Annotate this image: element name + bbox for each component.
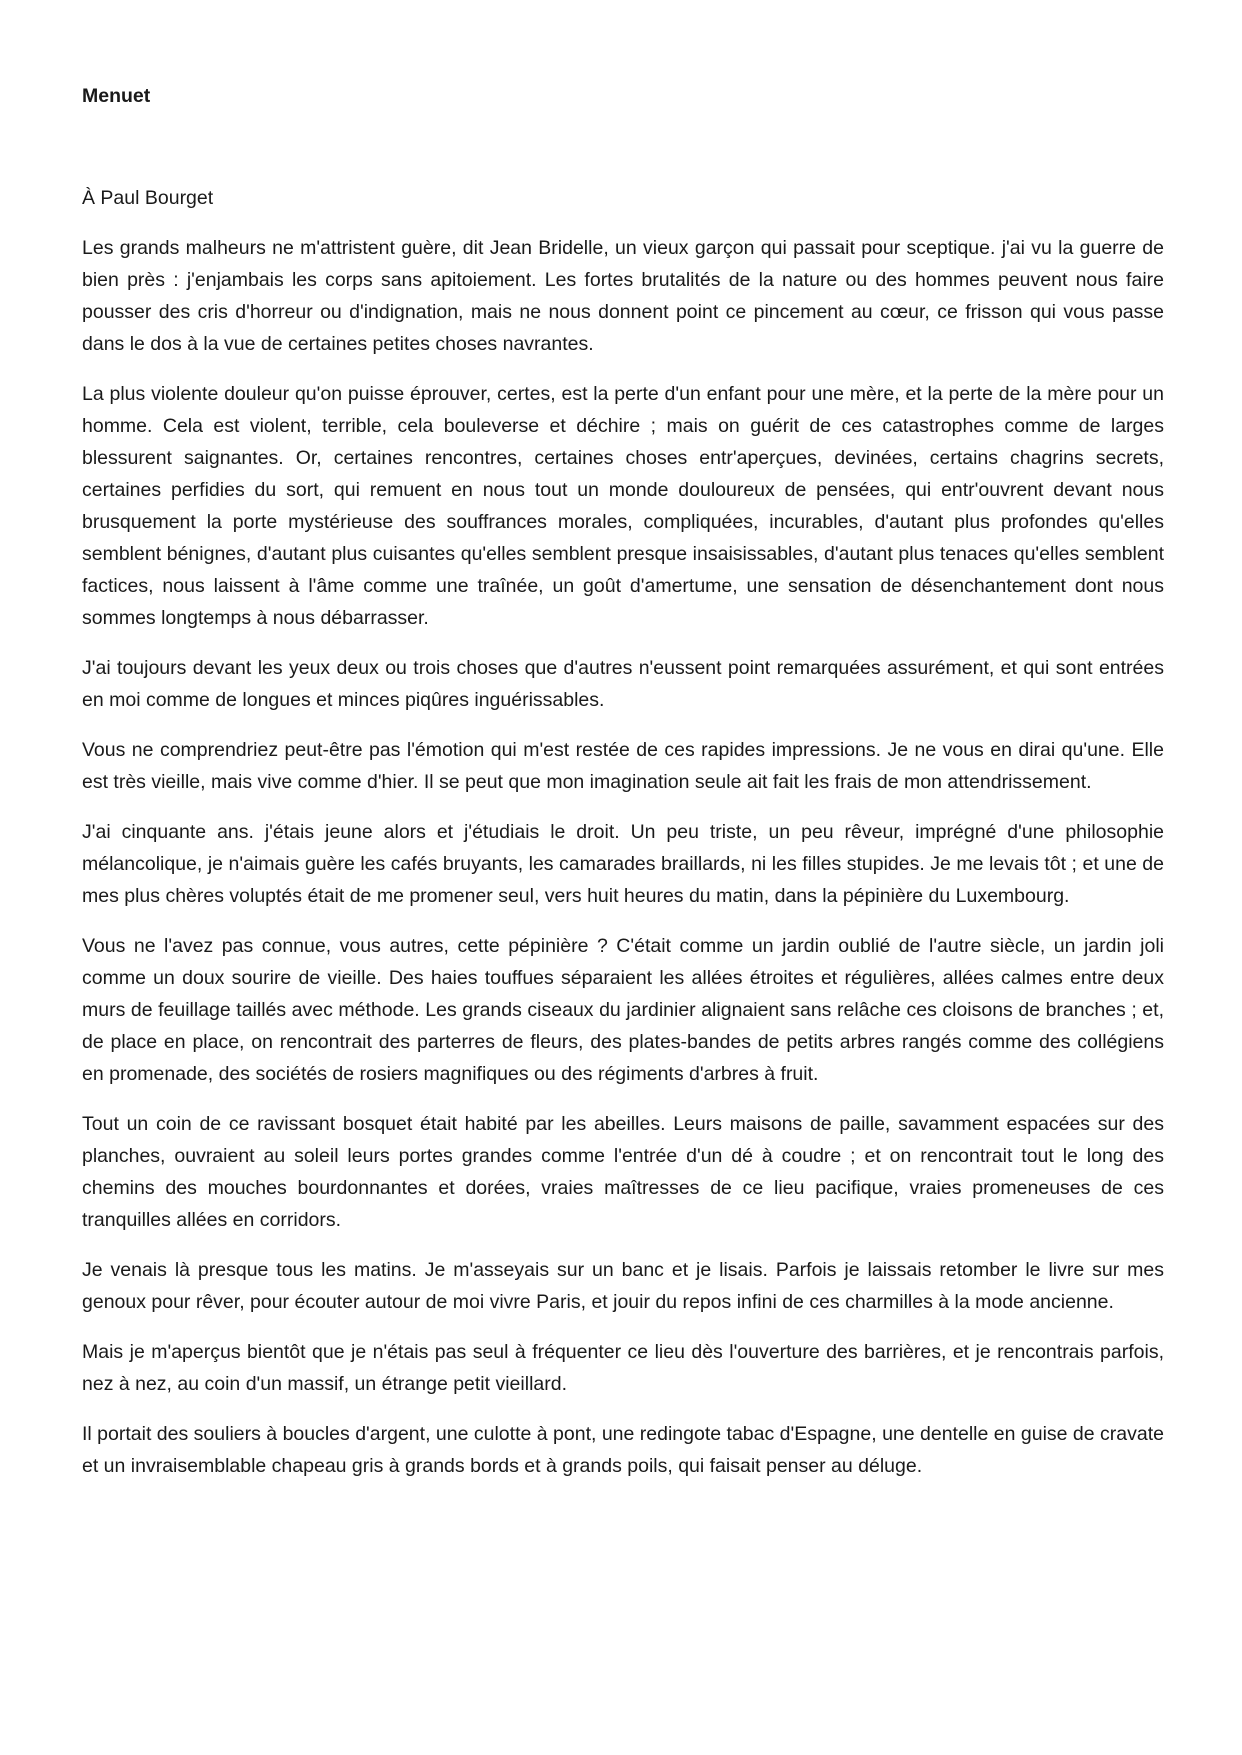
paragraph: Vous ne comprendriez peut-être pas l'émotion qui m'est restée de ces rapides impressions. Je ne vous en dirai qu'une. Elle est très vieille, mais vive comme d'hier. Il se peut que mon imagination seule ait fait les frais de mon attendrissement. bbox=[82, 739, 1164, 793]
document-title: Menuet bbox=[82, 85, 151, 107]
paragraph: La plus violente douleur qu'on puisse éprouver, certes, est la perte d'un enfant pour une mère, et la perte de la mère pour un homme. Cela est violent, terrible, cela bouleverse et déchire ; mais on guérit de ces catastrophes comme de larges blessurent saignantes. Or, certaines rencontres, certaines choses entr'aperçues, devinées, certains chagrins secrets, certaines perfidies du sort, qui remuent en nous tout un monde douloureux de pensées, qui entr'ouvrent devant nous brusquement la porte mystérieuse des souffrances morales, compliquées, incurables, d'autant plus profondes qu'elles semblent bénignes, d'autant plus cuisantes qu'elles semblent presque insaisissables, d'autant plus tenaces qu'elles semblent factices, nous laissent à l'âme comme une traînée, un goût d'amertume, une sensation de désenchantement dont nous sommes longtemps à nous débarrasser. bbox=[82, 383, 1164, 629]
dedication: À Paul Bourget bbox=[82, 187, 214, 209]
paragraph: J'ai toujours devant les yeux deux ou trois choses que d'autres n'eussent point remarquées assurément, et qui sont entrées en moi comme de longues et minces piqûres inguérissables. bbox=[82, 657, 1164, 711]
document-page bbox=[82, 80, 1164, 1482]
paragraph: Mais je m'aperçus bientôt que je n'étais pas seul à fréquenter ce lieu dès l'ouverture des barrières, et je rencontrais parfois, nez à nez, au coin d'un massif, un étrange petit vieillard. bbox=[82, 1341, 1164, 1395]
paragraph: Tout un coin de ce ravissant bosquet était habité par les abeilles. Leurs maisons de paille, savamment espacées sur des planches, ouvraient au soleil leurs portes grandes comme l'entrée d'un dé à coudre ; et on rencontrait tout le long des chemins des mouches bourdonnantes et dorées, vraies maîtresses de ce lieu pacifique, vraies promeneuses de ces tranquilles allées en corridors. bbox=[82, 1113, 1164, 1231]
paragraph: Je venais là presque tous les matins. Je m'asseyais sur un banc et je lisais. Parfois je laissais retomber le livre sur mes genoux pour rêver, pour écouter autour de moi vivre Paris, et jouir du repos infini de ces charmilles à la mode ancienne. bbox=[82, 1259, 1164, 1313]
paragraph: J'ai cinquante ans. j'étais jeune alors et j'étudiais le droit. Un peu triste, un peu rêveur, imprégné d'une philosophie mélancolique, je n'aimais guère les cafés bruyants, les camarades braillards, ni les filles stupides. Je me levais tôt ; et une de mes plus chères voluptés était de me promener seul, vers huit heures du matin, dans la pépinière du Luxembourg. bbox=[82, 821, 1164, 907]
paragraph: Vous ne l'avez pas connue, vous autres, cette pépinière ? C'était comme un jardin oublié de l'autre siècle, un jardin joli comme un doux sourire de vieille. Des haies touffues séparaient les allées étroites et régulières, allées calmes entre deux murs de feuillage taillés avec méthode. Les grands ciseaux du jardinier alignaient sans relâche ces cloisons de branches ; et, de place en place, on rencontrait des parterres de fleurs, des plates-bandes de petits arbres rangés comme des collégiens en promenade, des sociétés de rosiers magnifiques ou des régiments d'arbres à fruit. bbox=[82, 935, 1164, 1085]
paragraph: Il portait des souliers à boucles d'argent, une culotte à pont, une redingote tabac d'Espagne, une dentelle en guise de cravate et un invraisemblable chapeau gris à grands bords et à grands poils, qui faisait penser au déluge. bbox=[82, 1423, 1164, 1477]
paragraph: Les grands malheurs ne m'attristent guère, dit Jean Bridelle, un vieux garçon qui passait pour sceptique. j'ai vu la guerre de bien près : j'enjambais les corps sans apitoiement. Les fortes brutalités de la nature ou des hommes peuvent nous faire pousser des cris d'horreur ou d'indignation, mais ne nous donnent point ce pincement au cœur, ce frisson qui vous passe dans le dos à la vue de certaines petites choses navrantes. bbox=[82, 237, 1164, 355]
